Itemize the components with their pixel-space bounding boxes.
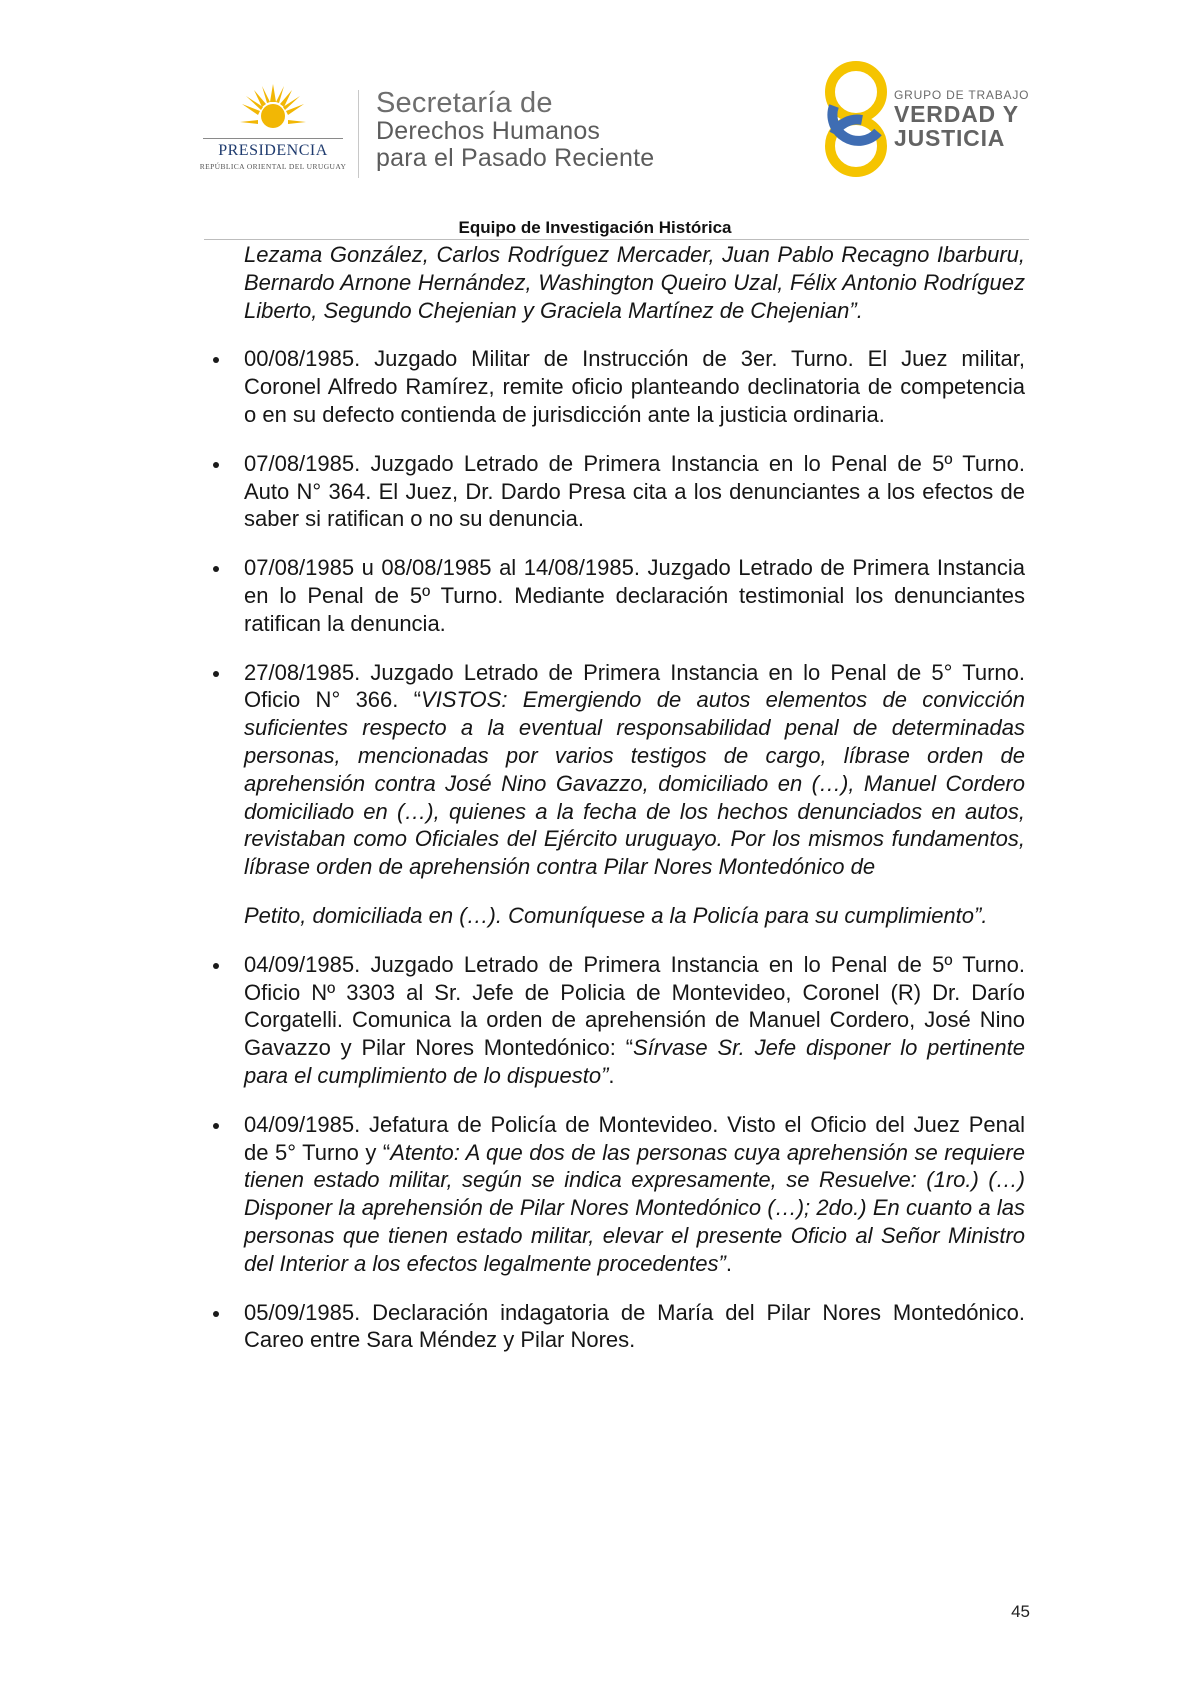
list-item [244,1299,1025,1355]
bullet-icon [213,1311,219,1317]
entry-quote: VISTOS: Emergiendo de autos elementos de convicción suficientes respecto a la eventual responsabilidad penal de determinadas personas, mencionadas por varios testigos de cargo, líbrase orden de aprehensión contra José Nino Gavazzo, domiciliado en (…), Manuel Cordero domiciliado en (…), quienes a la fecha de los hechos denunciados en autos, revistaban como Oficiales del Ejército uruguayo. Por los mismos fundamentos, líbrase orden de aprehensión contra Pilar Nores Montedónico de [244,687,1025,880]
entry-text: 27/08/1985. Juzgado Letrado de Primera Instancia en lo Penal de 5° Turno. Oficio N° 366. “ [244,659,1025,713]
presidencia-logo [198,82,348,182]
bullet-icon [213,1123,219,1129]
grupo-trabajo-text [894,88,1029,150]
header-rule [204,239,1029,240]
secretaria-line-2: Derechos Humanos [376,117,601,145]
rings-icon [822,56,890,182]
list-item [244,951,1025,1090]
entry-paragraph [244,1111,1025,1278]
list-item [244,345,1025,428]
bullet-icon [213,566,219,572]
bullet-icon [213,357,219,363]
page-number: 45 [1011,1602,1030,1621]
team-title: Equipo de Investigación Histórica [458,218,732,237]
bullet-icon [213,963,219,969]
entry-tail: . [608,1062,615,1088]
bullet-icon [213,462,219,468]
entry-tail: . [725,1250,732,1276]
page-header [0,0,1190,237]
entry-text: 00/08/1985. Juzgado Militar de Instrucción de 3er. Turno. El Juez militar, Coronel Alfredo Ramírez, remite oficio planteando declinatoria de competencia o en su defecto contienda de jurisdicción ante la justicia ordinaria. [244,346,1025,427]
entry-paragraph [244,659,1025,881]
entry-text: 04/09/1985. Juzgado Letrado de Primera Instancia en lo Penal de 5º Turno. Oficio Nº 3303 al Sr. Jefe de Policia de Montevideo, Coronel (R) Dr. Darío Corgatelli. Comunica la orden de aprehensión de Manuel Cordero, José Nino Gavazzo y Pilar Nores Montedónico: “ [244,951,1025,1061]
presidencia-rule [203,138,343,139]
logo-divider [358,90,359,178]
secretaria-line-3: para el Pasado Reciente [376,144,655,172]
entry-quote: Atento: A que dos de las personas cuya aprehensión se requiere tienen estado militar, según se indica expresamente, se Resuelve: (1ro.) (…) Disponer la aprehensión de Pilar Nores Montedónico (…); 2do.) En cuanto a las personas que tienen estado militar, elevar el presente Oficio al Señor Ministro del Interior a los efectos legalmente procedentes” [244,1139,1025,1276]
grupo-trabajo-logo [822,56,1042,186]
entry-continuation: Petito, domiciliada en (…). Comuníquese a la Policía para su cumplimiento”. [244,902,988,928]
secretaria-logo [376,88,654,172]
list-item [244,554,1025,637]
entry-paragraph [244,951,1025,1090]
entry-text: 04/09/1985. Jefatura de Policía de Montevideo. Visto el Oficio del Juez Penal de 5° Turno y “ [244,1111,1025,1165]
grupo-trabajo-line-2: VERDAD Y [894,101,1019,127]
presidencia-subtitle: REPÚBLICA ORIENTAL DEL URUGUAY [199,162,347,171]
grupo-trabajo-line-3: JUSTICIA [894,125,1006,151]
entry-text: 05/09/1985. Declaración indagatoria de María del Pilar Nores Montedónico. Careo entre Sara Méndez y Pilar Nores. [244,1299,1025,1353]
intro-paragraph: Lezama González, Carlos Rodríguez Mercader, Juan Pablo Recagno Ibarburu, Bernardo Arnone Hernández, Washington Queiro Uzal, Félix Antonio Rodríguez Liberto, Segundo Chejenian y Graciela Martínez de Chejenian”. [244,242,1025,323]
sun-emblem-icon [240,82,306,140]
entry-text: 07/08/1985 u 08/08/1985 al 14/08/1985. Juzgado Letrado de Primera Instancia en lo Penal de 5º Turno. Mediante declaración testimonial los denunciantes ratifican la denuncia. [244,555,1025,636]
list-item [244,450,1025,533]
presidencia-name: PRESIDENCIA [218,142,328,159]
entry-quote: Sírvase Sr. Jefe disponer lo pertinente para el cumplimiento de lo dispuesto” [244,1035,1025,1088]
list-item [244,1111,1025,1278]
grupo-trabajo-line-1: GRUPO DE TRABAJO [894,88,1030,102]
document-body [244,241,1025,1354]
bullet-icon [213,671,219,677]
list-item [244,659,1025,881]
entry-text: 07/08/1985. Juzgado Letrado de Primera Instancia en lo Penal de 5º Turno. Auto N° 364. El Juez, Dr. Dardo Presa cita a los denunciantes a los efectos de saber si ratifican o no su denuncia. [244,450,1025,532]
secretaria-line-1: Secretaría de [376,87,553,119]
